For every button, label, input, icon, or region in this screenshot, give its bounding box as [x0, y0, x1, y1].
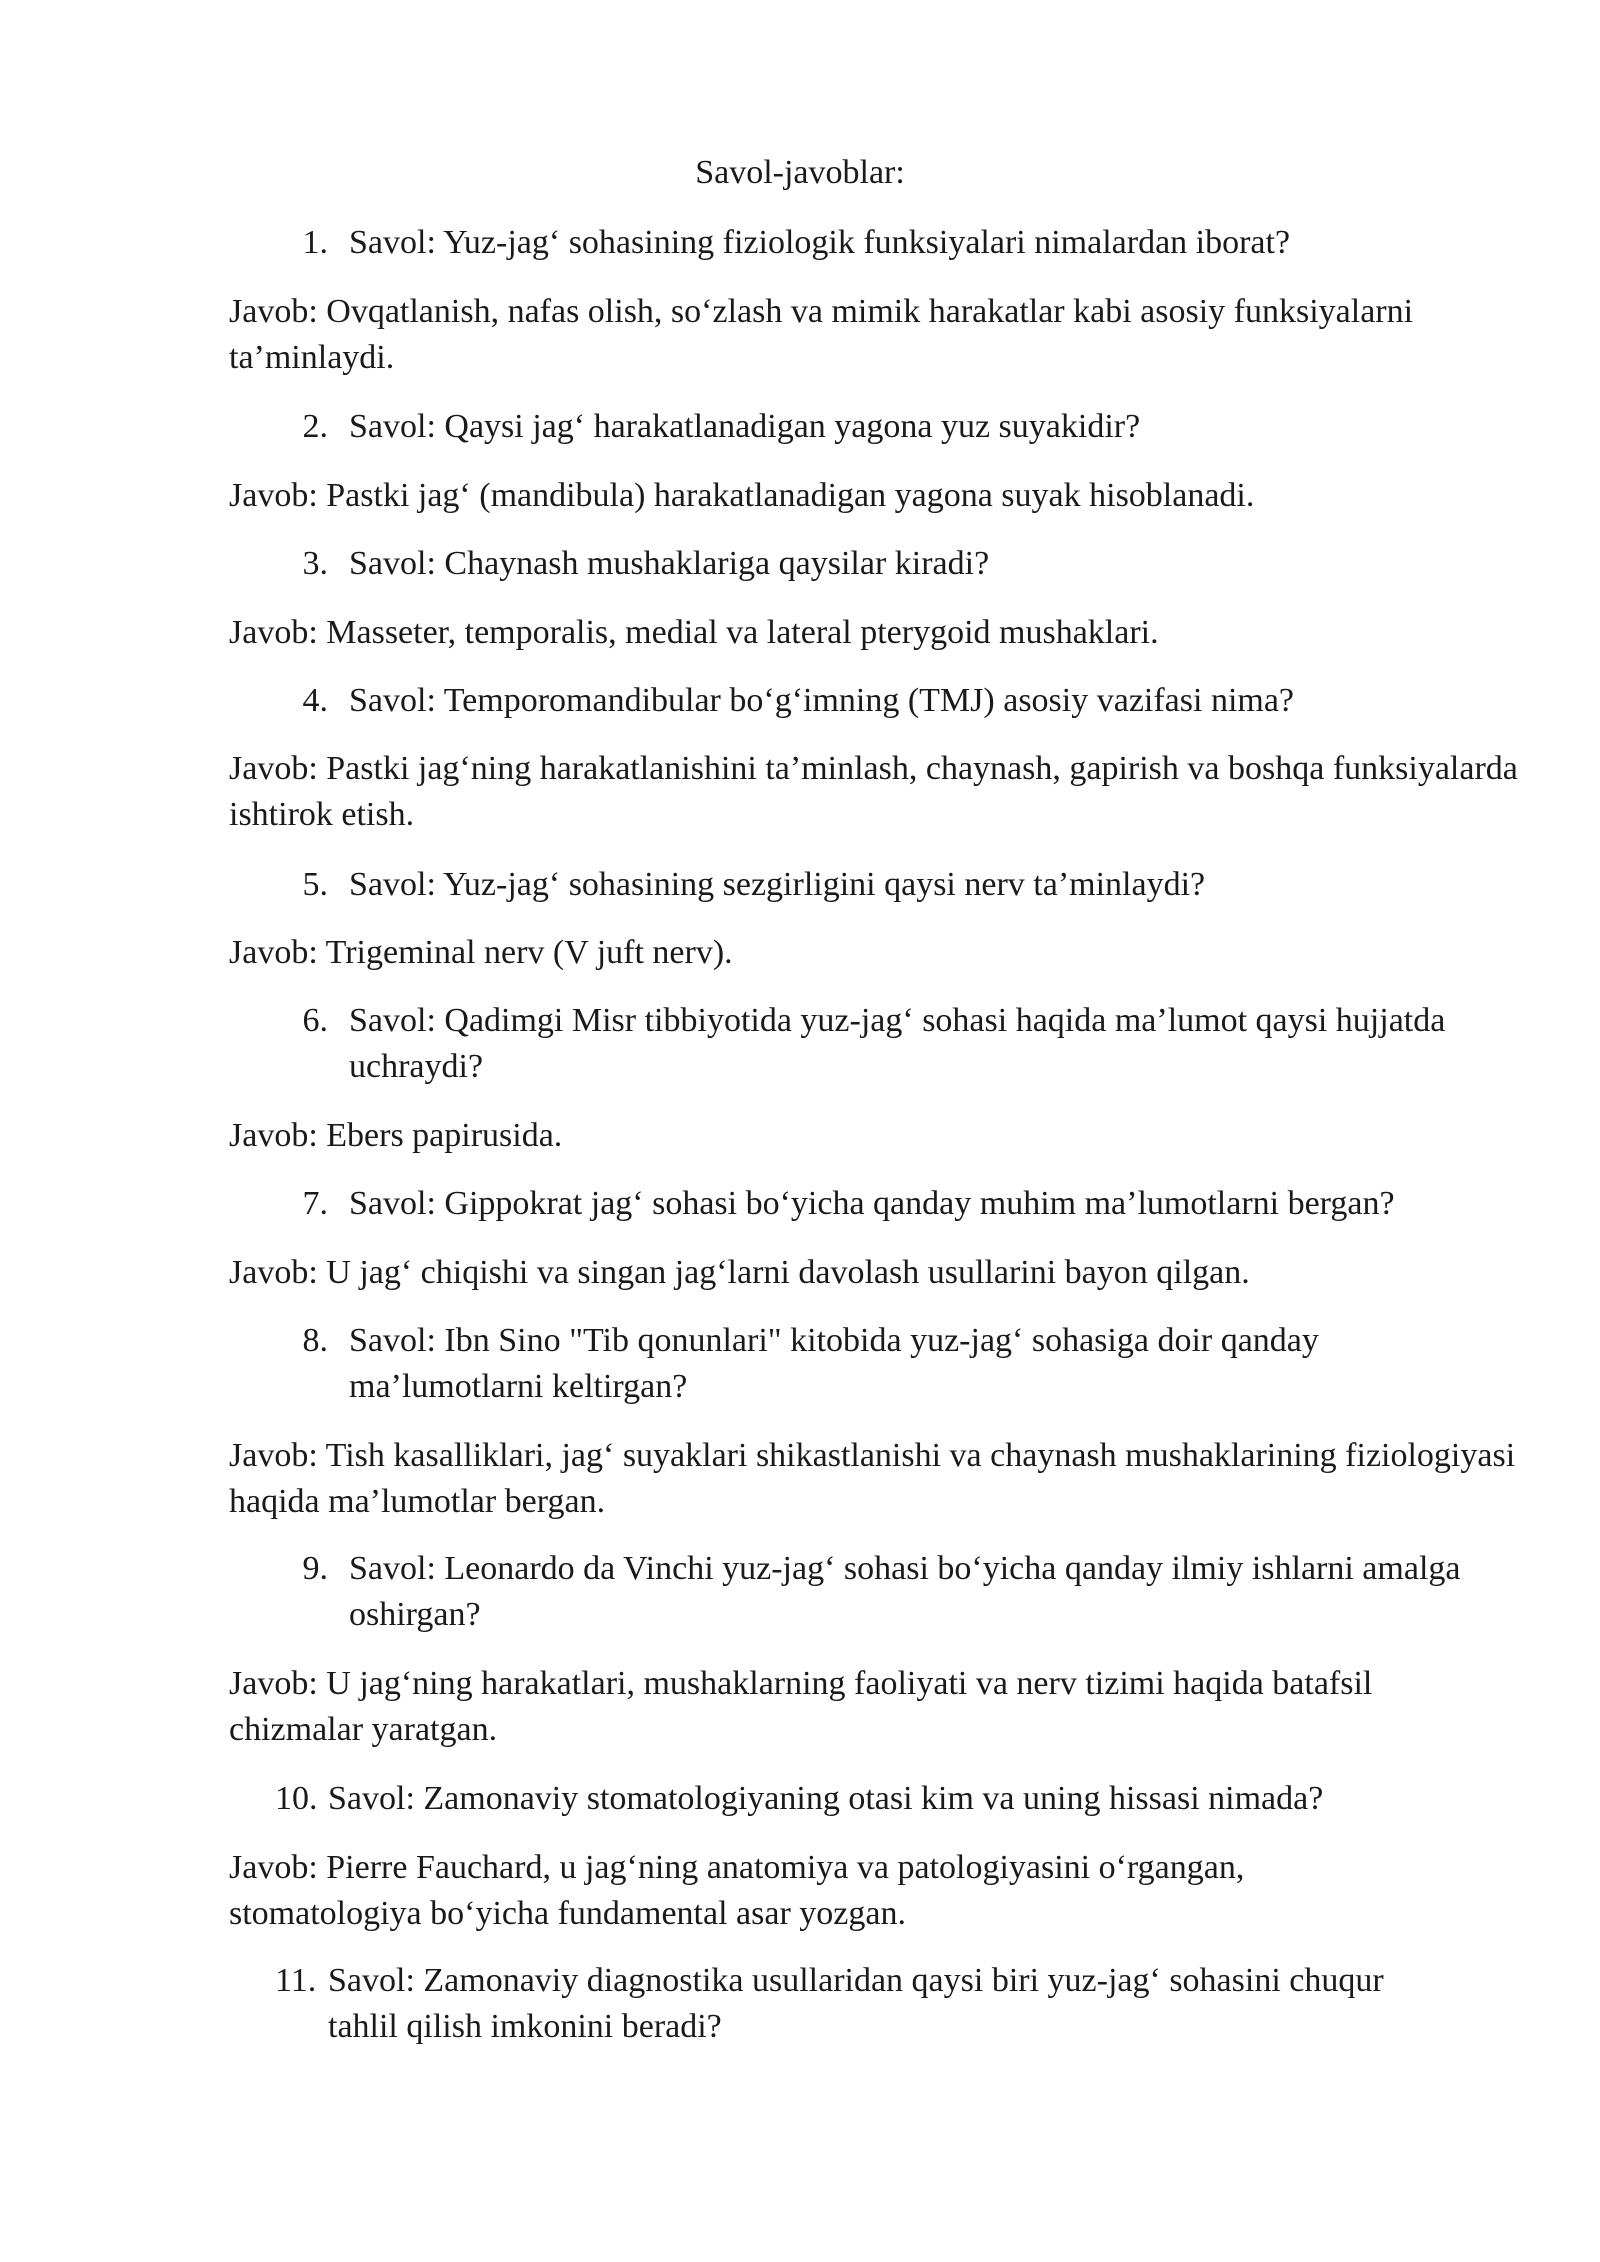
question-item: [275, 220, 1515, 266]
question-item: [275, 1776, 1535, 1822]
answer-text: Javob: Pastki jag‘ (mandibula) harakatlanadigan yagona suyak hisoblanadi.: [229, 477, 1255, 514]
question-item: [275, 678, 1515, 724]
question-text: Savol: Leonardo da Vinchi yuz-jag‘ sohasi bo‘yicha qanday ilmiy ishlarni amalga oshirgan?: [349, 1550, 1461, 1633]
question-number: 9.: [302, 1550, 328, 1587]
question-item: [275, 1546, 1475, 1638]
question-item: [275, 862, 1515, 908]
question-number: 6.: [302, 1002, 328, 1039]
answer-text: Javob: Ovqatlanish, nafas olish, so‘zlash va mimik harakatlar kabi asosiy funksiyalarni ta’minlaydi.: [229, 293, 1414, 376]
question-number: 10.: [275, 1780, 318, 1817]
answer-text: Javob: U jag‘ chiqishi va singan jag‘larni davolash usullarini bayon qilgan.: [229, 1254, 1250, 1291]
answer-text: Javob: Pastki jag‘ning harakatlanishini ta’minlash, chaynash, gapirish va boshqa funksiyalarda ishtirok etish.: [229, 750, 1518, 833]
question-number: 5.: [302, 866, 328, 903]
question-text: Savol: Qadimgi Misr tibbiyotida yuz-jag‘ sohasi haqida ma’lumot qaysi hujjatda uchraydi?: [349, 1002, 1446, 1085]
question-item: [275, 998, 1455, 1090]
question-text: Savol: Zamonaviy stomatologiyaning otasi kim va uning hissasi nimada?: [328, 1780, 1324, 1817]
question-text: Savol: Qaysi jag‘ harakatlanadigan yagona yuz suyakidir?: [349, 408, 1141, 445]
question-text: Savol: Temporomandibular bo‘g‘imning (TMJ) asosiy vazifasi nima?: [349, 682, 1295, 719]
question-number: 11.: [275, 1962, 317, 1999]
question-text: Savol: Yuz-jag‘ sohasining fiziologik funksiyalari nimalardan iborat?: [349, 224, 1291, 261]
question-text: Savol: Ibn Sino "Tib qonunlari" kitobida yuz-jag‘ sohasiga doir qanday ma’lumotlarni keltirgan?: [349, 1322, 1319, 1405]
answer-text: Javob: Pierre Fauchard, u jag‘ning anatomiya va patologiyasini o‘rgangan, stomatologiya bo‘yicha fundamental asar yozgan.: [229, 1849, 1245, 1932]
question-number: 2.: [302, 408, 328, 445]
question-number: 3.: [302, 545, 328, 582]
question-number: 7.: [302, 1185, 328, 1222]
answer-text: Javob: Tish kasalliklari, jag‘ suyaklari shikastlanishi va chaynash mushaklarining fiziologiyasi haqida ma’lumotlar bergan.: [229, 1437, 1516, 1520]
answer-text: Javob: Trigeminal nerv (V juft nerv).: [229, 934, 733, 971]
question-number: 8.: [302, 1322, 328, 1359]
question-text: Savol: Yuz-jag‘ sohasining sezgirligini qaysi nerv ta’minlaydi?: [349, 866, 1206, 903]
question-text: Savol: Chaynash mushaklariga qaysilar kiradi?: [349, 545, 990, 582]
question-text: Savol: Gippokrat jag‘ sohasi bo‘yicha qanday muhim ma’lumotlarni bergan?: [349, 1185, 1395, 1222]
question-text: Savol: Zamonaviy diagnostika usullaridan qaysi biri yuz-jag‘ sohasini chuqur tahlil qilish imkonini beradi?: [328, 1962, 1384, 2045]
answer-text: Javob: U jag‘ning harakatlari, mushaklarning faoliyati va nerv tizimi haqida batafsil chizmalar yaratgan.: [229, 1665, 1373, 1748]
question-number: 1.: [302, 224, 328, 261]
question-item: [275, 541, 1515, 587]
question-item: [275, 404, 1515, 450]
answer-text: Javob: Ebers papirusida.: [229, 1117, 563, 1154]
page-title: Savol-javoblar:: [695, 154, 905, 191]
question-item: [275, 1958, 1415, 2050]
question-number: 4.: [302, 682, 328, 719]
answer-text: Javob: Masseter, temporalis, medial va lateral pterygoid mushaklari.: [229, 614, 1159, 651]
question-item: [275, 1318, 1435, 1410]
question-item: [275, 1181, 1575, 1227]
